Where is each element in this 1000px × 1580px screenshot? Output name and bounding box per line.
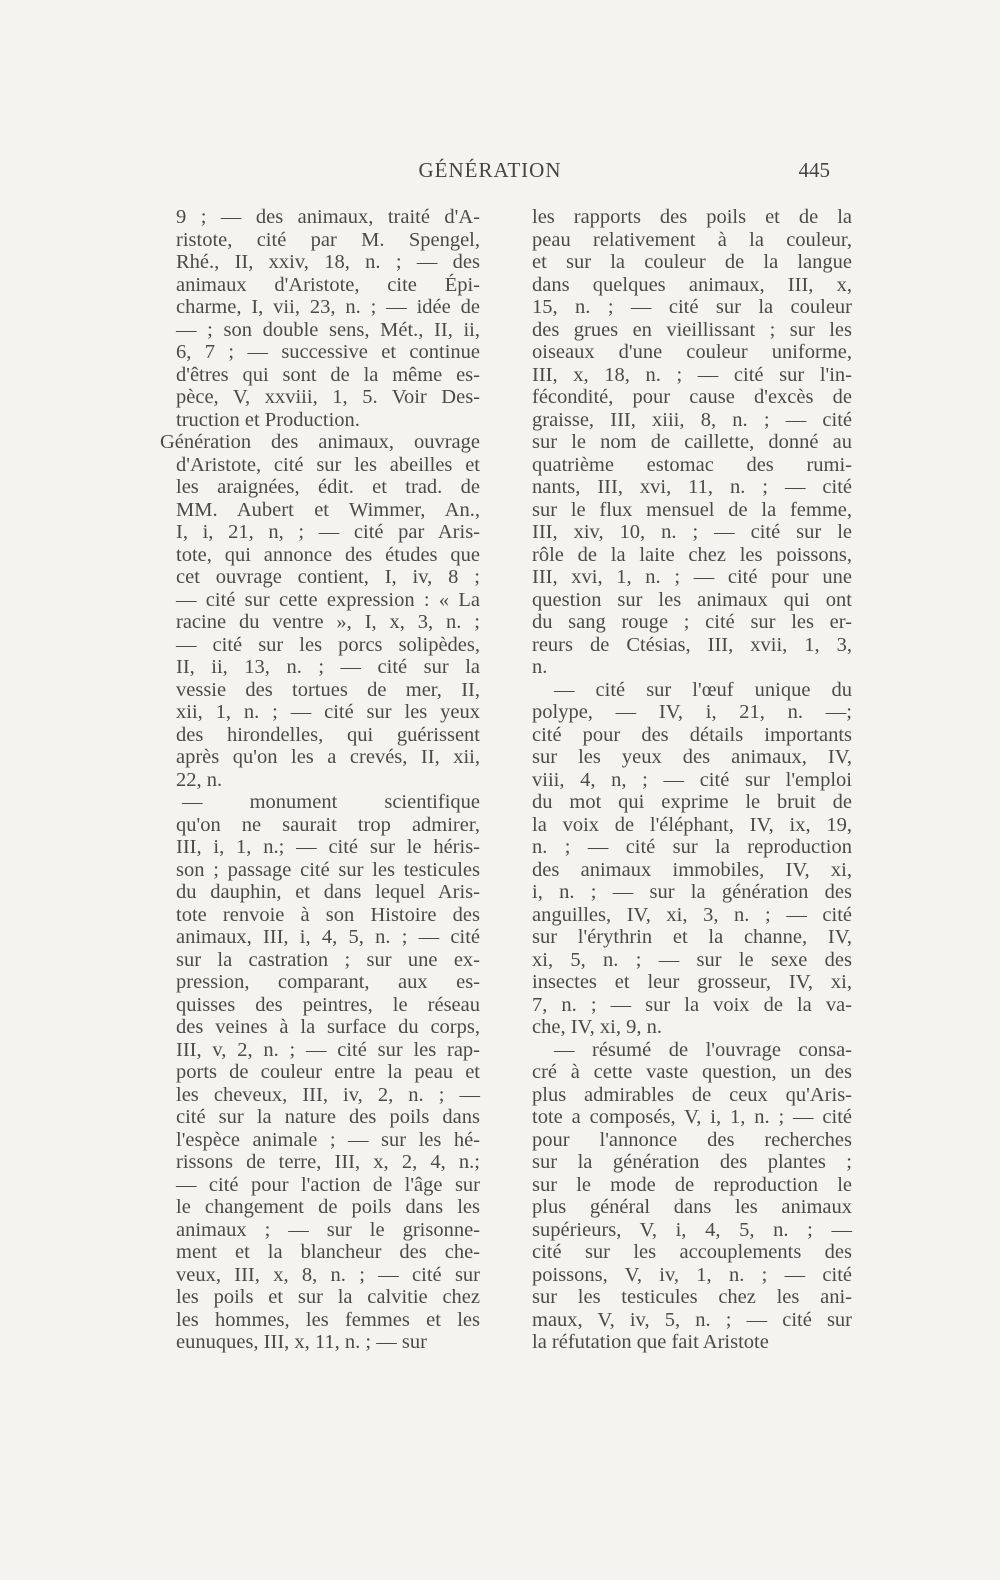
text-line: après qu'on les a crevés, II, xii, xyxy=(176,746,480,768)
text-line: — cité pour l'action de l'âge sur xyxy=(176,1173,480,1196)
text-line: — cité sur les porcs solipèdes, xyxy=(176,633,480,656)
text-line: MM. Aubert et Wimmer, An., xyxy=(176,498,480,521)
text-line: eunuques, III, x, 11, n. ; — sur xyxy=(176,1331,427,1353)
text-line: sur les yeux des animaux, IV, xyxy=(532,746,852,768)
text-line: les cheveux, III, iv, 2, n. ; — xyxy=(176,1083,480,1106)
text-line: dans quelques animaux, III, x, xyxy=(532,273,852,296)
text-line: maux, V, iv, 5, n. ; — cité sur xyxy=(532,1308,852,1331)
text-line: III, x, 18, n. ; — cité sur l'in- xyxy=(532,363,852,386)
text-line: xii, 1, n. ; — cité sur les yeux xyxy=(176,701,480,723)
text-line: sur l'érythrin et la channe, IV, xyxy=(532,926,852,948)
text-line: quisses des peintres, le réseau xyxy=(176,993,480,1016)
text-line: — ; son double sens, Mét., II, ii, xyxy=(176,318,480,341)
text-line: I, i, 21, n, ; — cité par Aris- xyxy=(176,521,480,543)
text-line: ristote, cité par M. Spengel, xyxy=(176,228,480,251)
text-line: — cité sur l'œuf unique du xyxy=(554,678,852,701)
text-line: III, v, 2, n. ; — cité sur les rap- xyxy=(176,1038,480,1061)
text-line: 6, 7 ; — successive et continue xyxy=(176,341,480,363)
text-line: d'êtres qui sont de la même es- xyxy=(176,363,480,386)
text-line: cré à cette vaste question, un des xyxy=(532,1061,852,1083)
text-line: des hirondelles, qui guérissent xyxy=(176,723,480,746)
text-line: qu'on ne saurait trop admirer, xyxy=(176,813,480,836)
text-line: cité pour des détails importants xyxy=(532,723,852,746)
text-line: ports de couleur entre la peau et xyxy=(176,1061,480,1083)
text-line: sur les testicules chez les ani- xyxy=(532,1286,852,1308)
text-line: nants, III, xvi, 11, n. ; — cité xyxy=(532,476,852,498)
text-line: plus général dans les animaux xyxy=(532,1196,852,1218)
text-line: les rapports des poils et de la xyxy=(532,206,852,228)
text-line: 22, n. xyxy=(176,768,223,791)
text-line: 9 ; — des animaux, traité d'A- xyxy=(176,206,480,228)
text-line: III, xvi, 1, n. ; — cité pour une xyxy=(532,566,852,588)
text-line: III, i, 1, n.; — cité sur le héris- xyxy=(176,836,480,858)
text-line: i, n. ; — sur la génération des xyxy=(532,881,852,903)
text-line: polype, — IV, i, 21, n. —; xyxy=(532,701,852,723)
text-line: tote a composés, V, i, 1, n. ; — cité xyxy=(532,1106,852,1128)
text-line: animaux, III, i, 4, 5, n. ; — cité xyxy=(176,926,480,948)
text-line: l'espèce animale ; — sur les hé- xyxy=(176,1128,480,1151)
text-line: charme, I, vii, 23, n. ; — idée de xyxy=(176,296,480,318)
text-line: les hommes, les femmes et les xyxy=(176,1308,480,1331)
text-line: — cité sur cette expression : « La xyxy=(176,588,480,611)
text-line: des grues en vieillissant ; sur les xyxy=(532,318,852,341)
text-line: tote renvoie à son Histoire des xyxy=(176,903,480,926)
text-line: son ; passage cité sur les testicules xyxy=(176,858,480,881)
text-line: peau relativement à la couleur, xyxy=(532,228,852,251)
text-line: — monument scientifique xyxy=(182,791,480,813)
text-line: les poils et sur la calvitie chez xyxy=(176,1286,480,1308)
text-line: — résumé de l'ouvrage consa- xyxy=(554,1038,852,1061)
text-line: supérieurs, V, i, 4, 5, n. ; — xyxy=(532,1218,852,1241)
text-line: n. ; — cité sur la reproduction xyxy=(532,836,852,858)
text-line: cité sur les accouplements des xyxy=(532,1241,852,1263)
text-line: racine du ventre », I, x, 3, n. ; xyxy=(176,611,480,633)
text-line: sur la castration ; sur une ex- xyxy=(176,948,480,971)
text-line: 7, n. ; — sur la voix de la va- xyxy=(532,993,852,1016)
text-line: n. xyxy=(532,656,548,678)
page-number: 445 xyxy=(798,158,830,182)
text-line: sur le mode de reproduction le xyxy=(532,1173,852,1196)
text-line: xi, 5, n. ; — sur le sexe des xyxy=(532,948,852,971)
text-line: quatrième estomac des rumi- xyxy=(532,453,852,476)
text-line: pour l'annonce des recherches xyxy=(532,1128,852,1151)
text-line: II, ii, 13, n. ; — cité sur la xyxy=(176,656,480,678)
text-line: anguilles, IV, xi, 3, n. ; — cité xyxy=(532,903,852,926)
text-line: sur le flux mensuel de la femme, xyxy=(532,498,852,521)
text-line: des animaux immobiles, IV, xi, xyxy=(532,858,852,881)
text-line: les araignées, édit. et trad. de xyxy=(176,476,480,498)
text-line: ment et la blancheur des che- xyxy=(176,1241,480,1263)
right-text-column xyxy=(532,206,852,1354)
text-line: du sang rouge ; cité sur les er- xyxy=(532,611,852,633)
text-line: III, xiv, 10, n. ; — cité sur le xyxy=(532,521,852,543)
text-line: du dauphin, et dans lequel Aris- xyxy=(176,881,480,903)
text-line: cet ouvrage contient, I, iv, 8 ; xyxy=(176,566,480,588)
text-line: du mot qui exprime le bruit de xyxy=(532,791,852,813)
text-line: Rhé., II, xxiv, 18, n. ; — des xyxy=(176,251,480,273)
text-line: d'Aristote, cité sur les abeilles et xyxy=(176,453,480,476)
text-line: rôle de la laite chez les poissons, xyxy=(532,543,852,566)
text-line: graisse, III, xiii, 8, n. ; — cité xyxy=(532,408,852,431)
text-line: sur le nom de caillette, donné au xyxy=(532,431,852,453)
text-line: sur la génération des plantes ; xyxy=(532,1151,852,1173)
text-line: poissons, V, iv, 1, n. ; — cité xyxy=(532,1263,852,1286)
text-line: che, IV, xi, 9, n. xyxy=(532,1016,663,1038)
left-text-column xyxy=(160,206,480,1354)
text-line: oiseaux d'une couleur uniforme, xyxy=(532,341,852,363)
running-header: GÉNÉRATION xyxy=(418,158,562,182)
text-line: et sur la couleur de la langue xyxy=(532,251,852,273)
text-line: la voix de l'éléphant, IV, ix, 19, xyxy=(532,813,852,836)
text-line: veux, III, x, 8, n. ; — cité sur xyxy=(176,1263,480,1286)
text-line: fécondité, pour cause d'excès de xyxy=(532,386,852,408)
text-line: tote, qui annonce des études que xyxy=(176,543,480,566)
text-line: Génération des animaux, ouvrage xyxy=(160,431,480,453)
text-line: reurs de Ctésias, III, xvii, 1, 3, xyxy=(532,633,852,656)
text-line: cité sur la nature des poils dans xyxy=(176,1106,480,1128)
text-line: 15, n. ; — cité sur la couleur xyxy=(532,296,852,318)
text-line: animaux d'Aristote, cite Épi- xyxy=(176,273,480,296)
text-line: pression, comparant, aux es- xyxy=(176,971,480,993)
text-line: des veines à la surface du corps, xyxy=(176,1016,480,1038)
text-line: le changement de poils dans les xyxy=(176,1196,480,1218)
text-line: insectes et leur grosseur, IV, xi, xyxy=(532,971,852,993)
text-line: vessie des tortues de mer, II, xyxy=(176,678,480,701)
text-line: la réfutation que fait Aristote xyxy=(532,1331,769,1353)
text-line: pèce, V, xxviii, 1, 5. Voir Des- xyxy=(176,386,480,408)
text-line: rissons de terre, III, x, 2, 4, n.; xyxy=(176,1151,480,1173)
text-line: viii, 4, n, ; — cité sur l'emploi xyxy=(532,768,852,791)
text-line: animaux ; — sur le grisonne- xyxy=(176,1218,480,1241)
text-line: truction et Production. xyxy=(176,408,360,431)
text-line: question sur les animaux qui ont xyxy=(532,588,852,611)
text-line: plus admirables de ceux qu'Aris- xyxy=(532,1083,852,1106)
